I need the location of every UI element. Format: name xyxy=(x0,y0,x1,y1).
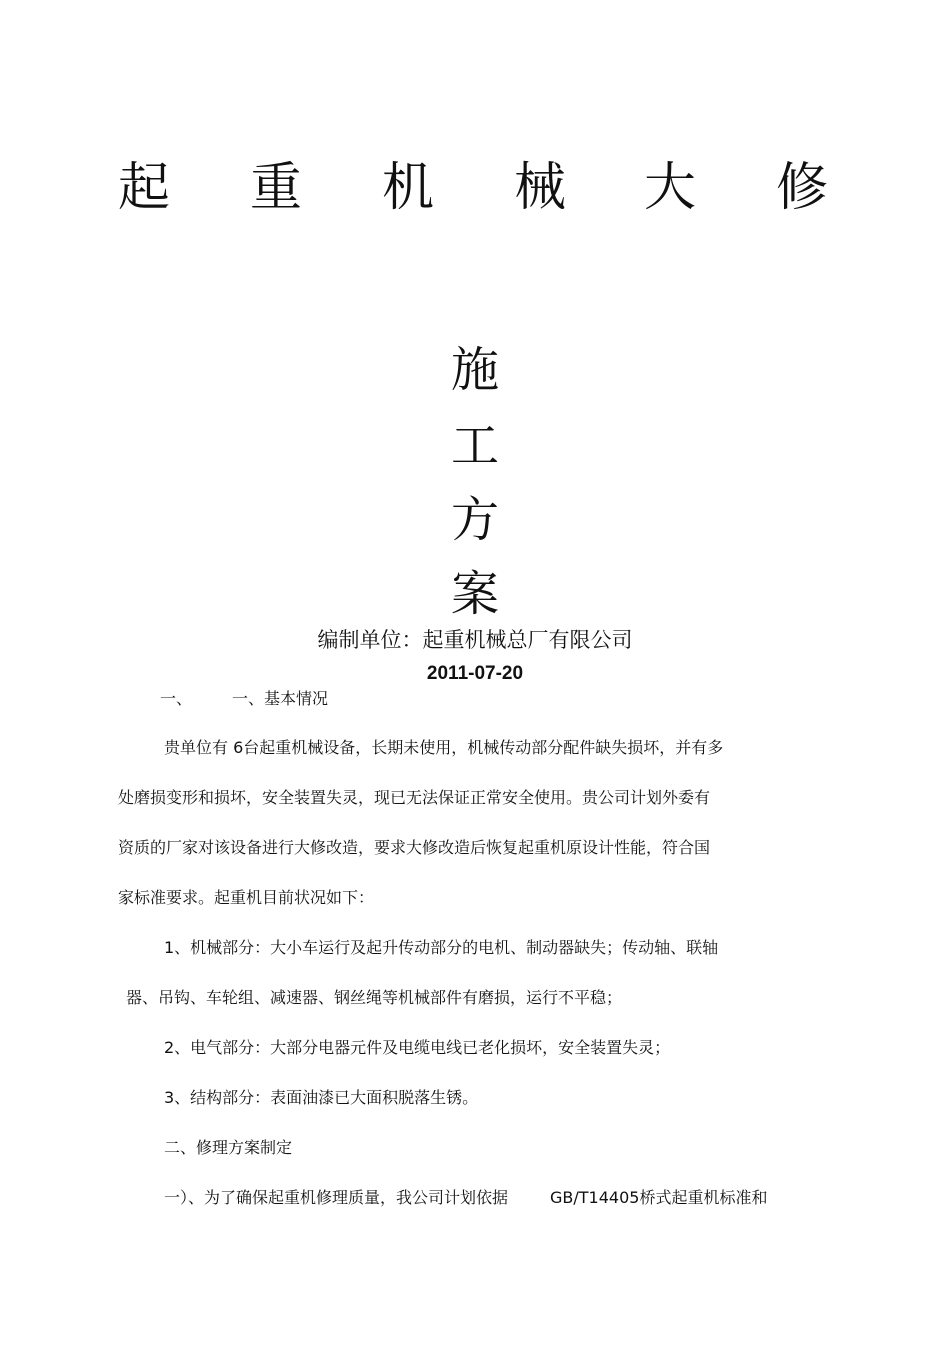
paragraph-line xyxy=(164,1184,767,1212)
section-title: 一、基本情况 xyxy=(232,689,329,708)
standard-reference: GB/T14405桥式起重机标准和 xyxy=(550,1188,768,1207)
document-title xyxy=(0,148,950,228)
title-char: 起 xyxy=(118,158,171,218)
paragraph-line: 处磨损变形和损坏，安全装置失灵，现已无法保证正常安全使用。贵公司计划外委有 xyxy=(118,788,711,807)
list-item: 3、结构部分：表面油漆已大面积脱落生锈。 xyxy=(164,1088,479,1107)
paragraph-line: 贵单位有 6台起重机械设备，长期未使用，机械传动部分配件缺失损坏，并有多 xyxy=(164,738,724,757)
compiler-unit: 编制单位：起重机械总厂有限公司 xyxy=(317,628,633,652)
section-heading: 二、修理方案制定 xyxy=(164,1138,293,1157)
title-char: 械 xyxy=(514,158,567,218)
subtitle-char: 方 xyxy=(450,492,499,548)
document-date: 2011-07-20 xyxy=(426,663,524,684)
subtitle-char: 工 xyxy=(450,418,499,474)
paragraph-text: 一）、为了确保起重机修理质量，我公司计划依据 xyxy=(164,1188,509,1207)
paragraph-line: 家标准要求。起重机目前状况如下： xyxy=(118,888,375,907)
title-char: 重 xyxy=(250,158,303,218)
section-heading xyxy=(160,685,328,713)
title-char: 修 xyxy=(776,158,829,218)
subtitle-char: 案 xyxy=(450,566,499,622)
subtitle-char: 施 xyxy=(450,342,499,398)
paragraph-line: 资质的厂家对该设备进行大修改造，要求大修改造后恢复起重机原设计性能，符合国 xyxy=(118,838,711,857)
title-char: 大 xyxy=(644,158,697,218)
list-item: 1、机械部分：大小车运行及起升传动部分的电机、制动器缺失；传动轴、联轴 xyxy=(164,938,719,957)
list-item: 器、吊钩、车轮组、减速器、钢丝绳等机械部件有磨损，运行不平稳； xyxy=(126,988,623,1007)
title-char: 机 xyxy=(382,158,435,218)
list-item: 2、电气部分：大部分电器元件及电缆电线已老化损坏，安全装置失灵； xyxy=(164,1038,671,1057)
section-number: 一、 xyxy=(160,689,193,708)
